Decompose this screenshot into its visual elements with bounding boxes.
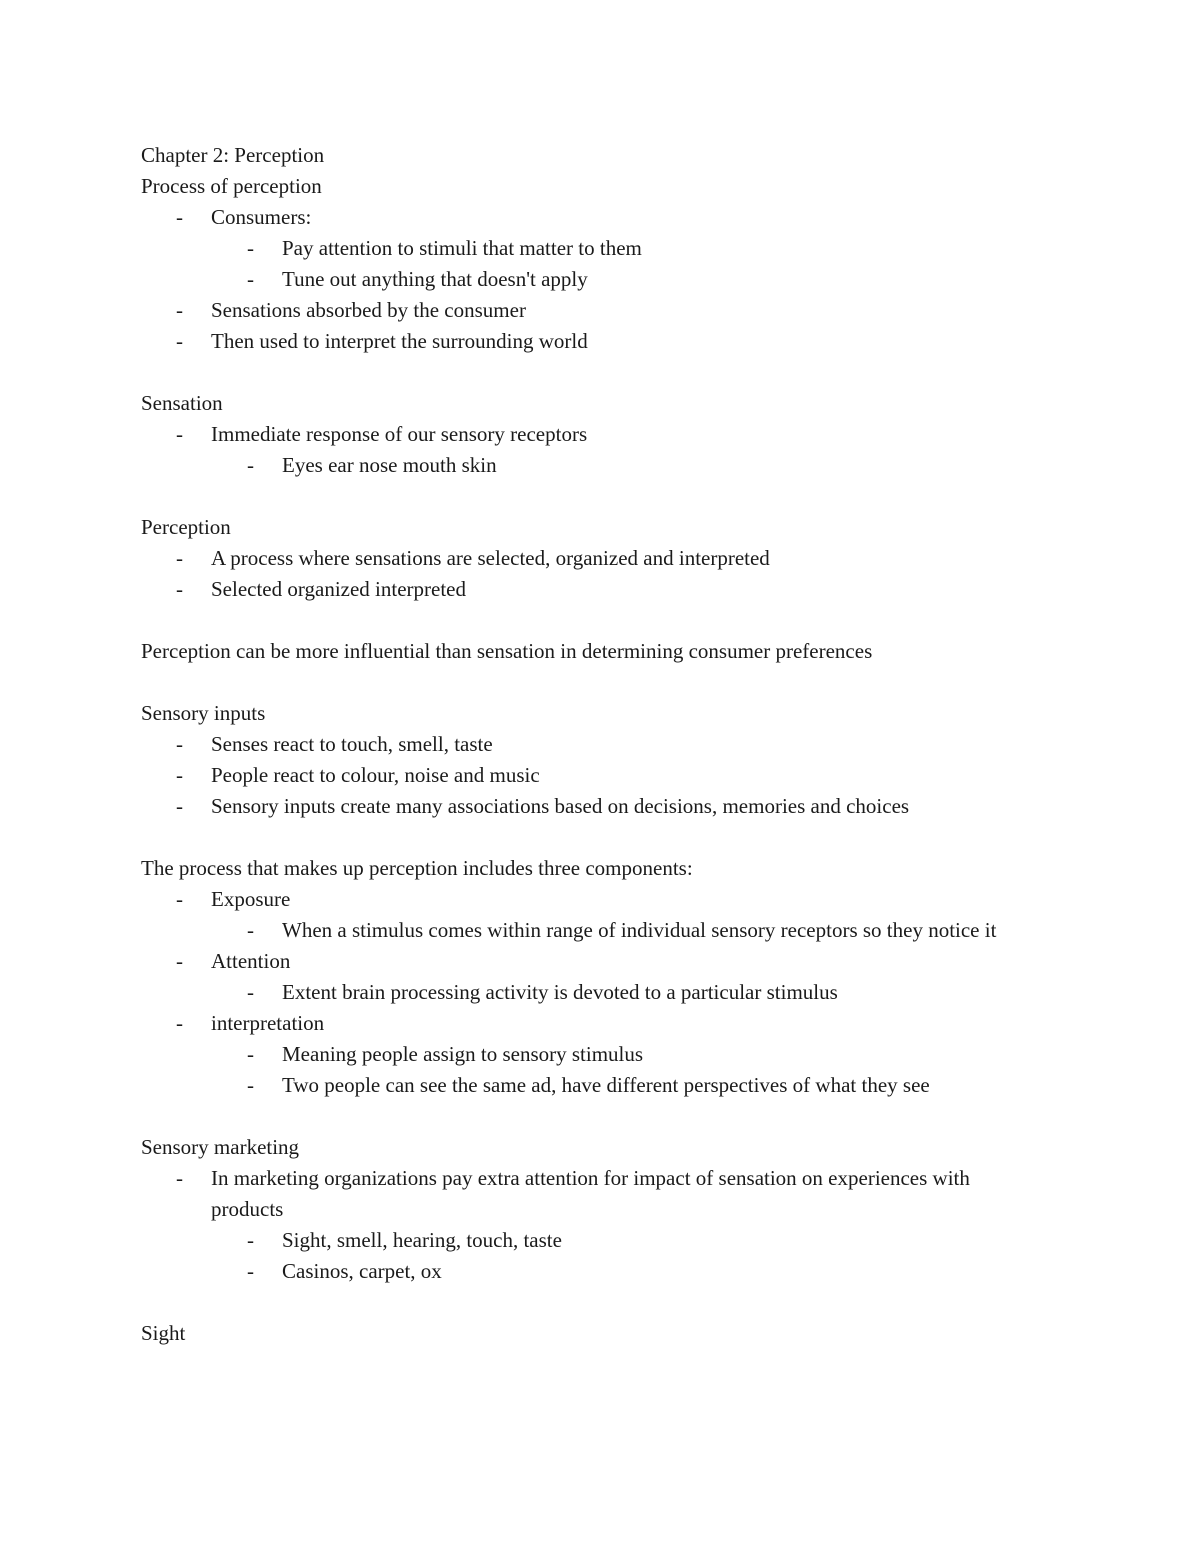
bullet-dash: - (176, 763, 183, 787)
bullet-dash: - (176, 949, 183, 973)
bullet-dash: - (176, 546, 183, 570)
bullet-dash: - (247, 453, 254, 477)
bullet-dash: - (247, 1073, 254, 1097)
section-perception (141, 512, 1041, 605)
document-page (141, 140, 1041, 1349)
section-heading: Perception (141, 515, 231, 539)
list-item: - In marketing organizations pay extra attention for impact of sensation on experiences with products (141, 1163, 1041, 1225)
list-item: - Then used to interpret the surrounding world (141, 326, 1041, 357)
paragraph-gap (141, 605, 1041, 636)
bullet-dash: - (247, 1228, 254, 1252)
bullet-dash: - (176, 1011, 183, 1035)
statement-paragraph: Perception can be more influential than sensation in determining consumer preferences (141, 639, 873, 663)
section-heading: The process that makes up perception includes three components: (141, 856, 693, 880)
paragraph-gap (141, 667, 1041, 698)
list-item: - Pay attention to stimuli that matter to them (141, 233, 1041, 264)
list-item: - Exposure (141, 884, 1041, 915)
section-components (141, 853, 1041, 1101)
chapter-title: Chapter 2: Perception (141, 143, 325, 167)
bullet-list (141, 884, 1041, 1101)
list-item: - Extent brain processing activity is devoted to a particular stimulus (141, 977, 1041, 1008)
section-heading: Process of perception (141, 174, 322, 198)
bullet-dash: - (176, 422, 183, 446)
list-item: - Sensations absorbed by the consumer (141, 295, 1041, 326)
paragraph-gap (141, 1101, 1041, 1132)
bullet-dash: - (247, 918, 254, 942)
list-item: - Sensory inputs create many associations based on decisions, memories and choices (141, 791, 1041, 822)
paragraph-gap (141, 357, 1041, 388)
list-item: - Attention (141, 946, 1041, 977)
bullet-dash: - (176, 1166, 183, 1190)
bullet-list (141, 202, 1041, 357)
bullet-dash: - (176, 794, 183, 818)
section-chapter (141, 140, 1041, 357)
list-item: - Selected organized interpreted (141, 574, 1041, 605)
bullet-dash: - (247, 236, 254, 260)
bullet-dash: - (247, 980, 254, 1004)
section-sensation (141, 388, 1041, 481)
list-item: - Meaning people assign to sensory stimulus (141, 1039, 1041, 1070)
section-heading: Sensory inputs (141, 701, 266, 725)
paragraph-gap (141, 481, 1041, 512)
bullet-list (141, 729, 1041, 822)
bullet-dash: - (176, 732, 183, 756)
list-item: - Sight, smell, hearing, touch, taste (141, 1225, 1041, 1256)
list-item: - Casinos, carpet, ox (141, 1256, 1041, 1287)
section-sensory-marketing (141, 1132, 1041, 1287)
bullet-dash: - (247, 1042, 254, 1066)
section-sensory-inputs (141, 698, 1041, 822)
list-item: - Two people can see the same ad, have different perspectives of what they see (141, 1070, 1041, 1101)
bullet-dash: - (176, 298, 183, 322)
list-item: - Tune out anything that doesn't apply (141, 264, 1041, 295)
bullet-dash: - (176, 329, 183, 353)
paragraph-gap (141, 822, 1041, 853)
section-influence (141, 636, 1041, 667)
bullet-dash: - (247, 267, 254, 291)
bullet-dash: - (176, 205, 183, 229)
bullet-list (141, 543, 1041, 605)
list-item: - Immediate response of our sensory receptors (141, 419, 1041, 450)
bullet-dash: - (176, 577, 183, 601)
section-heading: Sensory marketing (141, 1135, 300, 1159)
bullet-list (141, 419, 1041, 481)
section-heading: Sight (141, 1321, 186, 1345)
list-item: - interpretation (141, 1008, 1041, 1039)
list-item: - Consumers: (141, 202, 1041, 233)
bullet-list (141, 1163, 1041, 1287)
list-item: - A process where sensations are selected, organized and interpreted (141, 543, 1041, 574)
list-item: - People react to colour, noise and music (141, 760, 1041, 791)
bullet-dash: - (176, 887, 183, 911)
section-sight (141, 1318, 1041, 1349)
list-item: - Senses react to touch, smell, taste (141, 729, 1041, 760)
list-item: - Eyes ear nose mouth skin (141, 450, 1041, 481)
paragraph-gap (141, 1287, 1041, 1318)
bullet-dash: - (247, 1259, 254, 1283)
section-heading: Sensation (141, 391, 223, 415)
list-item: - When a stimulus comes within range of individual sensory receptors so they notice it (141, 915, 1041, 946)
